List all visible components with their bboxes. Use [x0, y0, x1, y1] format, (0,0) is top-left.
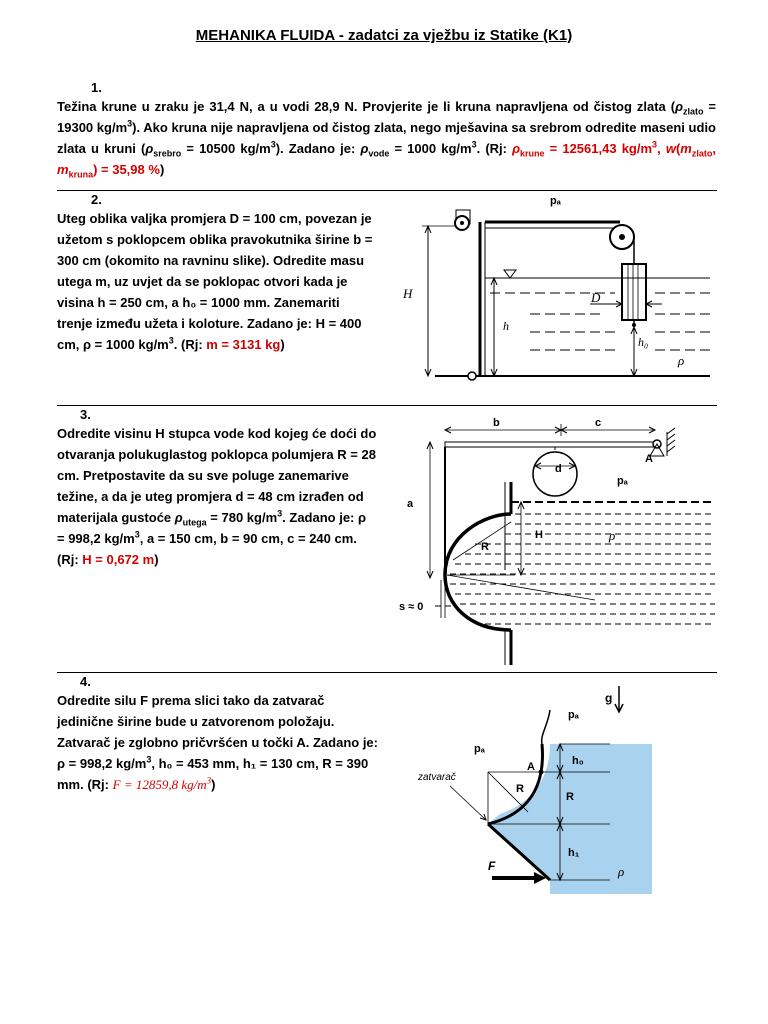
problem-4-text: Odredite silu F prema slici tako da zatvarač jedinične širine bude u zatvorenom položaju. Zatvarač je zglobno pričvršćen u točki A. Zadano je: ρ = 998,2 $kg/m^3$, h₀ = 453 mm, h₁ = 130 cm, R = 390 mm. (Rj: F = 12859,8 $kg/m^3$) — [57, 693, 378, 792]
label-pa-left: pₐ — [474, 743, 485, 755]
problem-4-figure — [400, 680, 660, 895]
label-R2: R — [566, 791, 574, 803]
water-region — [488, 744, 652, 894]
problem-3-figure — [395, 410, 715, 665]
problem-3-text: Odredite visinu H stupca vode kod kojeg će doći do otvaranja polukuglastog poklopca polumjera R = 28 cm. Pretpostavite da su sve poluge zanemarive težine, a da je uteg promjera d = 48 cm izrađen od materijala gustoće $\rho_{utega} = 780$ $kg/m^3$. Zadano je: ρ = 998,2 $kg/m^3$, a = 150 cm, b = 90 cm, c = 240 cm. (Rj: H = 0,672 m) — [57, 426, 377, 567]
problem-1-number: 1. — [91, 80, 102, 95]
problem-2-number: 2. — [91, 192, 102, 207]
label-h: h — [503, 319, 509, 333]
label-s: s ≈ 0 — [399, 601, 424, 613]
label-D: D — [591, 290, 601, 305]
problem-1-text: Težina krune u zraku je 31,4 N, a u vodi 28,9 N. Provjerite je li kruna napravljena od čistog zlata ($\rho_{zlato} = 19300$ $kg/m^3$). Ako kruna nije napravljena od čistog zlata, nego mješavina sa srebrom odredite maseni udio zlata u kruni ($\rho_{srebro} = 10500$ $kg/m^3$). Zadano je: $\rho_{vode} = 1000$ $kg/m^3$. (Rj: $\rho_{krune} = 12561,43$ $kg/m^3$, $w(m_{zlato}$, $m_{kruna}) = 35,98$ %) — [57, 99, 716, 180]
label-c: c — [595, 417, 602, 429]
label-h0: h₀ — [638, 335, 649, 349]
problem-2-answer: m = 3131 kg — [206, 337, 281, 352]
problem-2-figure — [400, 190, 710, 390]
label-d: d — [555, 463, 562, 475]
label-A: A — [645, 453, 653, 465]
label-zatvarac: zatvarač — [418, 772, 456, 783]
divider-3 — [57, 672, 717, 673]
label-b: b — [493, 417, 500, 429]
label-R: R — [481, 541, 489, 553]
label-a: a — [407, 498, 414, 510]
divider-2 — [57, 405, 717, 406]
label-h1: h₁ — [568, 847, 580, 859]
label-H: H — [535, 529, 543, 541]
label-g: g — [605, 691, 613, 705]
label-rho: ρ — [609, 528, 616, 543]
problem-4-answer: F = 12859,8 $kg/m^3$ — [112, 775, 212, 792]
problem-3-number: 3. — [80, 407, 91, 422]
label-F: F — [488, 859, 496, 873]
label-pa: pₐ — [617, 475, 628, 487]
label-h0: h₀ — [572, 755, 584, 767]
label-rho: ρ — [618, 864, 625, 879]
label-A: A — [527, 761, 535, 773]
label-pa-top: pₐ — [568, 709, 579, 721]
page-title: MEHANIKA FLUIDA - zadatci za vježbu iz Statike (K1) — [195, 27, 573, 44]
problem-1-answer: $\rho_{krune} = 12561,43$ $kg/m^3$, $w(m_{zlato}$, $m_{kruna}) = 35,98$ % — [57, 139, 716, 180]
problem-3-answer: H = 0,672 m — [82, 552, 155, 567]
problem-2-text: Uteg oblika valjka promjera D = 100 cm, povezan je užetom s poklopcem oblika pravokutnika širine b = 300 cm (okomito na ravninu slike). Odredite masu utega m, uz uvjet da se poklopac otvori kada je visina h = 250 cm, a h₀ = 1000 mm. Zanemariti trenje između užeta i koloture. Zadano je: H = 400 cm, ρ = 1000 $kg/m^3$. (Rj: m = 3131 kg) — [57, 211, 373, 352]
label-pa: pₐ — [550, 195, 561, 207]
problem-4-number: 4. — [80, 674, 91, 689]
label-rho: ρ — [678, 353, 685, 368]
label-H: H — [403, 286, 413, 301]
label-R1: R — [516, 783, 524, 795]
